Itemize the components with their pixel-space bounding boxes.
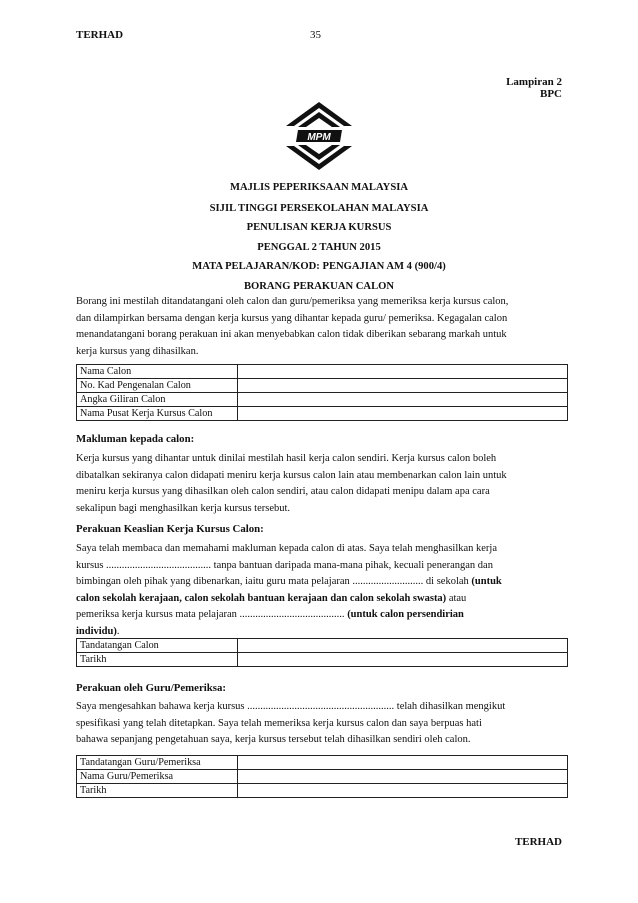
annex-label <box>506 76 562 100</box>
teacher-name-field[interactable] <box>238 770 568 784</box>
notice-line: meniru kerja kursus yang dihasilkan oleh calon sendiri, atau calon didapati menipu dalam apa cara <box>76 486 490 497</box>
notice-line: Kerja kursus yang dihantar untuk dinilai mestilah hasil kerja calon sendiri. Kerja kursus calon boleh <box>76 453 497 464</box>
intro-line: dan dilampirkan bersama dengan kerja kursus yang dihantar kepada guru/ pemeriksa. Kegagalan calon <box>76 312 508 324</box>
table-row <box>77 379 568 393</box>
footer-classification: TERHAD <box>514 836 562 848</box>
teacher-signature-field[interactable] <box>238 756 568 770</box>
declaration-bold-text: (untuk <box>471 576 502 587</box>
table-row <box>77 365 568 379</box>
title-certificate: SIJIL TINGGI PERSEKOLAHAN MALAYSIA <box>209 203 429 214</box>
teacher-declaration-line: Saya mengesahkan bahawa kerja kursus ........................................................ telah dihasilkan mengikut <box>76 701 506 712</box>
teacher-name-label: Nama Guru/Pemeriksa <box>77 770 238 784</box>
declaration-line <box>76 574 562 591</box>
table-row <box>77 393 568 407</box>
intro-line: Borang ini mestilah ditandatangani oleh calon dan guru/pemeriksa yang memeriksa kerja kursus calon, <box>76 296 509 307</box>
table-row <box>77 653 568 667</box>
table-row <box>77 407 568 421</box>
candidate-date-label: Tarikh <box>77 653 238 667</box>
title-term: PENGGAL 2 TAHUN 2015 <box>257 242 381 253</box>
intro-line: menandatangani borang perakuan ini akan menyebabkan calon tidak diberikan sebarang markah untuk <box>76 329 507 340</box>
title-form: BORANG PERAKUAN CALON <box>243 281 395 292</box>
mpm-logo <box>284 100 354 172</box>
declaration-line <box>76 591 562 608</box>
intro-paragraph <box>76 294 562 360</box>
notice-line: sekalipun bagi menghasilkan kerja kursus tersebut. <box>76 502 291 514</box>
teacher-date-label: Tarikh <box>77 784 238 798</box>
declaration-bold-text: individu) <box>76 625 117 637</box>
candidate-declaration-heading: Perakuan Keaslian Kerja Kursus Calon: <box>76 523 264 535</box>
declaration-text: bimbingan oleh pihak yang dibenarkan, iaitu guru mata pelajaran ........................... di sekolah <box>76 576 472 587</box>
table-row <box>77 770 568 784</box>
candidate-name-field[interactable] <box>238 365 568 379</box>
declaration-line: kursus ........................................ tanpa bantuan daripada mana-mana pihak, kecuali penerangan dan <box>76 559 493 571</box>
candidate-name-label: Nama Calon <box>77 365 238 379</box>
title-council: MAJLIS PEPERIKSAAN MALAYSIA <box>230 182 408 193</box>
teacher-declaration-paragraph <box>76 699 562 749</box>
page-number: 35 <box>310 29 321 41</box>
annex-line1: Lampiran 2 <box>506 76 562 88</box>
candidate-signature-label: Tandatangan Calon <box>77 639 238 653</box>
notice-line: dibatalkan sekiranya calon didapati meniru kerja kursus calon lain atau membenarkan calon lain untuk <box>76 469 507 481</box>
header-classification: TERHAD <box>76 29 124 41</box>
teacher-declaration-line: spesifikasi yang telah ditetapkan. Saya telah memeriksa kerja kursus calon dan saya berpuas hati <box>76 717 482 729</box>
declaration-text: pemeriksa kerja kursus mata pelajaran ........................................ <box>76 609 348 620</box>
logo-text: MPM <box>307 132 331 143</box>
teacher-signature-label: Tandatangan Guru/Pemeriksa <box>77 756 238 770</box>
notice-paragraph <box>76 451 562 517</box>
intro-line: kerja kursus yang dihasilkan. <box>76 345 199 357</box>
candidate-signature-field[interactable] <box>238 639 568 653</box>
teacher-signature-table <box>76 755 568 798</box>
teacher-declaration-heading: Perakuan oleh Guru/Pemeriksa: <box>76 682 226 694</box>
candidate-ic-label: No. Kad Pengenalan Calon <box>77 379 238 393</box>
candidate-info-table <box>76 364 568 421</box>
declaration-bold-text: calon sekolah kerajaan, calon sekolah bantuan kerajaan dan calon sekolah swasta) <box>76 592 447 604</box>
declaration-line: Saya telah membaca dan memahami makluman kepada calon di atas. Saya telah menghasilkan kerja <box>76 543 498 554</box>
table-row <box>77 784 568 798</box>
table-row <box>77 756 568 770</box>
teacher-declaration-line: bahawa sepanjang pengetahuan saya, kerja kursus tersebut telah dihasilkan sendiri oleh calon. <box>76 734 471 745</box>
candidate-date-field[interactable] <box>238 653 568 667</box>
candidate-ic-field[interactable] <box>238 379 568 393</box>
candidate-declaration-paragraph <box>76 541 562 640</box>
declaration-text: . <box>116 625 120 637</box>
declaration-line <box>76 607 562 624</box>
candidate-signature-table <box>76 638 568 667</box>
coursework-centre-label: Nama Pusat Kerja Kursus Calon <box>77 407 238 421</box>
notice-heading: Makluman kepada calon: <box>76 433 195 445</box>
candidate-index-field[interactable] <box>238 393 568 407</box>
declaration-bold-text: (untuk calon persendirian <box>347 609 464 620</box>
coursework-centre-field[interactable] <box>238 407 568 421</box>
teacher-date-field[interactable] <box>238 784 568 798</box>
title-coursework: PENULISAN KERJA KURSUS <box>246 222 392 233</box>
declaration-text: atau <box>446 592 467 604</box>
annex-line2: BPC <box>540 88 562 100</box>
table-row <box>77 639 568 653</box>
candidate-index-label: Angka Giliran Calon <box>77 393 238 407</box>
title-subject: MATA PELAJARAN/KOD: PENGAJIAN AM 4 (900/4) <box>192 261 446 272</box>
